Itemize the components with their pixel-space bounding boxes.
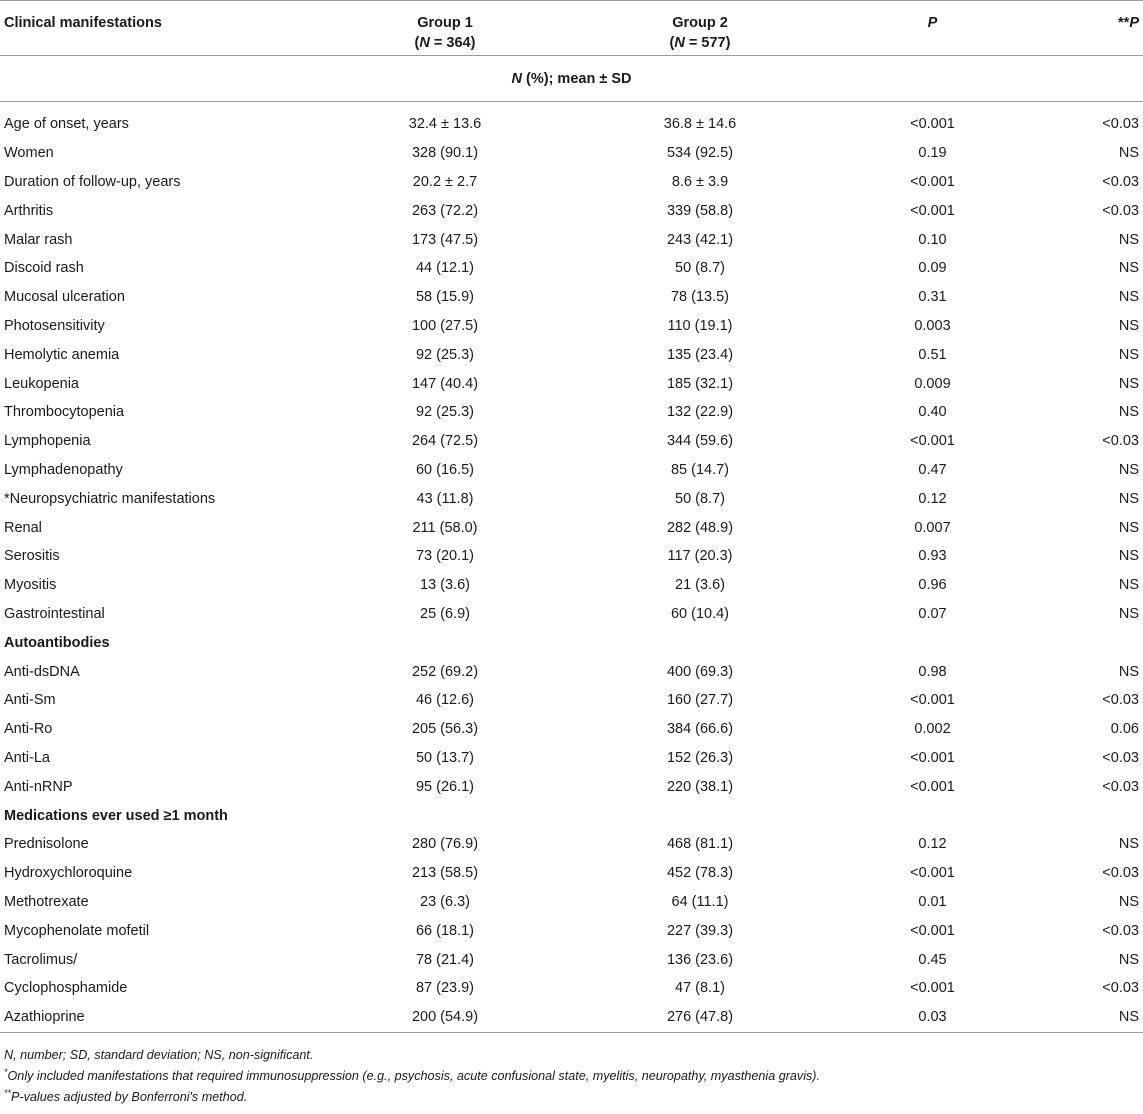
p-value: 0.40 [918, 404, 947, 421]
p-value: 0.003 [914, 317, 951, 334]
p-value: 0.93 [918, 548, 947, 565]
p-value: 0.12 [918, 836, 947, 853]
p-value: <0.001 [910, 116, 955, 133]
group-1-value: 252 (69.2) [411, 663, 479, 680]
header-p: P [830, 1, 1035, 56]
row-label: Thrombocytopenia [4, 404, 125, 421]
group-1-value: 66 (18.1) [415, 922, 475, 939]
group-2-value: 400 (69.3) [666, 663, 734, 680]
table-row [0, 945, 1143, 974]
group-1-value: 13 (3.6) [420, 577, 470, 594]
row-label: Hemolytic anemia [4, 346, 120, 363]
adjusted-p-value: NS [1118, 145, 1139, 162]
group-1-value: 23 (6.3) [420, 893, 470, 910]
p-value: 0.96 [918, 577, 947, 594]
group-2-value: 47 (8.1) [675, 980, 725, 997]
group-1-value: 205 (56.3) [411, 721, 479, 738]
group-2-value: 452 (78.3) [666, 865, 734, 882]
p-value: 0.98 [918, 663, 947, 680]
adjusted-p-value: NS [1118, 663, 1139, 680]
group-2-value: 8.6 ± 3.9 [671, 173, 729, 190]
table-row [0, 571, 1143, 600]
adjusted-p-value: NS [1118, 231, 1139, 248]
section-header-row [0, 801, 1143, 830]
row-label: Lymphopenia [4, 433, 91, 450]
table-row [0, 196, 1143, 225]
group-2-value: 160 (27.7) [666, 692, 734, 709]
group-1-value: 60 (16.5) [415, 461, 475, 478]
table-row [0, 686, 1143, 715]
group-1-value: 20.2 ± 2.7 [412, 173, 478, 190]
group-2-value: 276 (47.8) [570, 1003, 830, 1032]
row-label: Hydroxychloroquine [4, 865, 133, 882]
group-1-value: 92 (25.3) [415, 346, 475, 363]
adjusted-p-value: 0.06 [1110, 721, 1139, 738]
group-1-value: 44 (12.1) [415, 260, 475, 277]
adjusted-p-value: NS [1118, 605, 1139, 622]
row-label: Duration of follow-up, years [4, 173, 181, 190]
section-header-row [0, 628, 1143, 657]
adjusted-p-value: NS [1118, 951, 1139, 968]
group-1-value: 73 (20.1) [415, 548, 475, 565]
row-label: Photosensitivity [4, 317, 105, 334]
header-group-2-title: Group 2 [672, 15, 728, 31]
p-value: 0.07 [918, 605, 947, 622]
row-label: Cyclophosphamide [4, 980, 128, 997]
row-label: Anti-Ro [4, 721, 53, 738]
group-1-value: 92 (25.3) [415, 404, 475, 421]
p-value: 0.007 [914, 519, 951, 536]
row-label: Prednisolone [4, 836, 89, 853]
group-2-value: 243 (42.1) [666, 231, 734, 248]
group-2-value: 110 (19.1) [667, 317, 733, 334]
header-group-2-n-value: = 577 [684, 35, 726, 51]
adjusted-p-value: <0.03 [1102, 202, 1139, 219]
group-1-value: 328 (90.1) [411, 145, 479, 162]
table-row [0, 283, 1143, 312]
p-value: 0.09 [918, 260, 947, 277]
spacer-cell [0, 102, 1143, 111]
table-row [0, 254, 1143, 283]
adjusted-p-value: <0.03 [1102, 433, 1139, 450]
adjusted-p-value: <0.03 [1102, 922, 1139, 939]
header-group-2-n-label: N [674, 35, 685, 51]
group-1-value: 87 (23.9) [415, 980, 475, 997]
table-row [0, 110, 1143, 139]
row-label: Anti-La [4, 749, 50, 766]
group-1-value: 173 (47.5) [411, 231, 479, 248]
table-row [0, 657, 1143, 686]
adjusted-p-value: NS [1118, 375, 1139, 392]
row-label: Methotrexate [4, 893, 89, 910]
group-1-value: 58 (15.9) [415, 289, 475, 306]
p-value: 0.002 [914, 721, 951, 738]
group-2-value: 132 (22.9) [666, 404, 734, 421]
p-value: 0.47 [918, 461, 947, 478]
group-2-value: 36.8 ± 14.6 [663, 116, 737, 133]
group-2-value: 534 (92.5) [666, 145, 734, 162]
table-row [0, 340, 1143, 369]
table-row [0, 1003, 1143, 1032]
table-row [0, 427, 1143, 456]
row-label: Azathioprine [0, 1003, 320, 1032]
table-row [0, 830, 1143, 859]
spacer-row [0, 102, 1143, 111]
group-1-value: 25 (6.9) [420, 605, 470, 622]
p-value: 0.19 [918, 145, 947, 162]
adjusted-p-value: NS [1035, 1003, 1143, 1032]
group-1-value: 280 (76.9) [411, 836, 479, 853]
footnote-2-marker: ** [4, 1087, 12, 1098]
group-2-value: 227 (39.3) [666, 922, 734, 939]
p-value: 0.10 [918, 231, 947, 248]
table-row [0, 715, 1143, 744]
adjusted-p-value: NS [1118, 289, 1139, 306]
footnote-2-text: P-values adjusted by Bonferroni's method. [11, 1089, 248, 1104]
row-label: Gastrointestinal [4, 605, 105, 622]
header-group-1-n-value: = 364 [429, 35, 471, 51]
p-value: <0.001 [910, 173, 955, 190]
group-1-value: 32.4 ± 13.6 [408, 116, 482, 133]
group-2-value: 50 (8.7) [675, 490, 725, 507]
row-label: Mucosal ulceration [4, 289, 125, 306]
table-row [0, 139, 1143, 168]
group-1-value: 43 (11.8) [416, 490, 474, 507]
group-2-value: 117 (20.3) [667, 548, 733, 565]
adjusted-p-value: NS [1118, 577, 1139, 594]
table-row [0, 513, 1143, 542]
units-label-n: N [511, 70, 522, 87]
header-group-1-title: Group 1 [417, 15, 473, 31]
footnote-2 [4, 1087, 1139, 1108]
group-1-value: 264 (72.5) [411, 433, 479, 450]
group-1-value: 213 (58.5) [411, 865, 479, 882]
adjusted-p-value: <0.03 [1102, 980, 1139, 997]
header-group-1-n-label: N [419, 35, 430, 51]
footnote-1 [4, 1066, 1139, 1087]
group-1-value: 263 (72.2) [411, 202, 479, 219]
group-2-value: 60 (10.4) [670, 605, 730, 622]
units-label-rest: (%); mean ± SD [522, 70, 632, 87]
row-label: Women [4, 145, 54, 162]
p-value: 0.31 [918, 289, 947, 306]
row-label: Anti-nRNP [4, 778, 73, 795]
group-2-value: 339 (58.8) [666, 202, 734, 219]
table-row [0, 916, 1143, 945]
adjusted-p-value: NS [1118, 836, 1139, 853]
row-label: Renal [4, 519, 42, 536]
table-row [0, 225, 1143, 254]
table-row [0, 859, 1143, 888]
group-2-value: 152 (26.3) [666, 749, 734, 766]
adjusted-p-value: <0.03 [1102, 749, 1139, 766]
table-row [0, 744, 1143, 773]
group-1-value: 100 (27.5) [411, 317, 479, 334]
table-row [0, 974, 1143, 1003]
row-label: Myositis [4, 577, 57, 594]
adjusted-p-value: NS [1118, 346, 1139, 363]
adjusted-p-value: <0.03 [1102, 173, 1139, 190]
group-2-value: 135 (23.4) [666, 346, 734, 363]
group-2-value: 468 (81.1) [666, 836, 734, 853]
group-1-value: 211 (58.0) [412, 519, 478, 536]
section-header: Medications ever used ≥1 month [4, 807, 228, 824]
group-2-value: 50 (8.7) [675, 260, 725, 277]
group-2-value: 78 (13.5) [670, 289, 730, 306]
footnote-1-text: Only included manifestations that required immunosuppression (e.g., psychosis, acute confusional state, myelitis, neuropathy, myasthenia gravis). [7, 1068, 820, 1083]
group-1-value: 95 (26.1) [415, 778, 475, 795]
group-2-value: 282 (48.9) [666, 519, 734, 536]
table-row [0, 888, 1143, 917]
adjusted-p-value: <0.03 [1102, 692, 1139, 709]
p-value: 0.03 [830, 1003, 1035, 1032]
header-clinical-manifestations: Clinical manifestations [0, 1, 320, 56]
adjusted-p-value: NS [1118, 519, 1139, 536]
row-label: Tacrolimus/ [4, 951, 78, 968]
header-group-2: Group 2 (N = 577) [570, 1, 830, 56]
p-value: <0.001 [910, 202, 955, 219]
group-2-value: 64 (11.1) [671, 893, 729, 910]
units-row [0, 56, 1143, 102]
adjusted-p-value: <0.03 [1102, 865, 1139, 882]
row-label: *Neuropsychiatric manifestations [4, 490, 216, 507]
table-row [0, 484, 1143, 513]
p-value: 0.01 [918, 893, 947, 910]
p-value: <0.001 [910, 778, 955, 795]
footnote-abbreviations: N, number; SD, standard deviation; NS, non-significant. [4, 1047, 314, 1062]
header-adjusted-p-prefix: ** [1118, 15, 1130, 31]
group-2-value: 185 (32.1) [666, 375, 734, 392]
row-label: Lymphadenopathy [4, 461, 123, 478]
adjusted-p-value: NS [1118, 317, 1139, 334]
adjusted-p-value: NS [1118, 404, 1139, 421]
adjusted-p-value: NS [1118, 548, 1139, 565]
footnote-1-marker: * [4, 1066, 8, 1077]
row-label: Age of onset, years [4, 116, 129, 133]
group-2-value: 136 (23.6) [666, 951, 734, 968]
row-label: Serositis [4, 548, 60, 565]
table-row [0, 312, 1143, 341]
p-value: <0.001 [910, 749, 955, 766]
table-row [0, 600, 1143, 629]
table-row [0, 772, 1143, 801]
p-value: 0.009 [914, 375, 951, 392]
section-header: Autoantibodies [4, 634, 110, 651]
p-value: <0.001 [910, 865, 955, 882]
header-group-1: Group 1 (N = 364) [320, 1, 570, 56]
group-2-value: 220 (38.1) [666, 778, 734, 795]
adjusted-p-value: <0.03 [1102, 116, 1139, 133]
group-1-value: 200 (54.9) [320, 1003, 570, 1032]
header-adjusted-p-letter: P [1129, 15, 1139, 31]
p-value: <0.001 [910, 980, 955, 997]
table-footnotes [0, 1033, 1143, 1108]
row-label: Mycophenolate mofetil [4, 922, 150, 939]
table-row [0, 398, 1143, 427]
row-label: Anti-Sm [4, 692, 56, 709]
table-row [0, 542, 1143, 571]
header-row [0, 1, 1143, 56]
adjusted-p-value: NS [1118, 461, 1139, 478]
group-2-value: 384 (66.6) [666, 721, 734, 738]
header-adjusted-p [1035, 1, 1143, 56]
table-row [0, 369, 1143, 398]
row-label: Discoid rash [4, 260, 84, 277]
row-label: Malar rash [4, 231, 73, 248]
p-value: <0.001 [910, 922, 955, 939]
group-2-value: 344 (59.6) [666, 433, 734, 450]
group-1-value: 147 (40.4) [411, 375, 479, 392]
adjusted-p-value: NS [1118, 260, 1139, 277]
row-label: Arthritis [4, 202, 54, 219]
p-value: 0.45 [918, 951, 947, 968]
adjusted-p-value: NS [1118, 893, 1139, 910]
adjusted-p-value: NS [1118, 490, 1139, 507]
table-row [0, 456, 1143, 485]
group-2-value: 21 (3.6) [675, 577, 725, 594]
group-1-value: 78 (21.4) [415, 951, 475, 968]
units-label [0, 56, 1143, 102]
p-value: <0.001 [910, 433, 955, 450]
group-1-value: 46 (12.6) [415, 692, 475, 709]
table-row [0, 168, 1143, 197]
p-value: <0.001 [910, 692, 955, 709]
p-value: 0.12 [918, 490, 947, 507]
adjusted-p-value: <0.03 [1102, 778, 1139, 795]
row-label: Anti-dsDNA [4, 663, 80, 680]
p-value: 0.51 [918, 346, 947, 363]
row-label: Leukopenia [4, 375, 79, 392]
group-1-value: 50 (13.7) [415, 749, 475, 766]
group-2-value: 85 (14.7) [670, 461, 730, 478]
